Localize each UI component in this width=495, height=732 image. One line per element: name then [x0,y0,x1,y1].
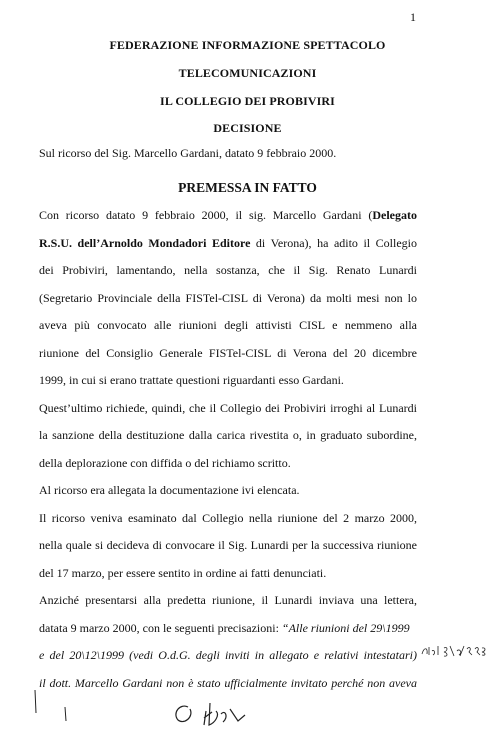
p1-line-3: dei Probiviri, lamentando, nella sostanza, che il Sig. Renato Lunardi [39,263,417,277]
p1-line-5: aveva più convocato alle riunioni degli attivisti CISL e nemmeno alla [39,318,417,332]
p4-line-3: del 17 marzo, per essere sentito in ordine ai fatti denunciati. [39,566,327,580]
p1-line-4: (Segretario Provinciale della FISTel-CISL di Verona) da molti mesi non lo [39,291,417,305]
p3-line: Al ricorso era allegata la documentazione ivi elencata. [39,483,300,497]
header-collegio: IL COLLEGIO DEI PROBIVIRI [160,94,335,108]
header-telecom: TELECOMUNICAZIONI [178,66,317,80]
section-title: PREMESSA IN FATTO [178,180,317,195]
p2-line-2: la sanzione della destituzione dalla carica rivestita o, in graduato subordine, [39,428,417,442]
p1-line-7: 1999, in cui si erano trattate questioni riguardanti esso Gardani. [39,373,344,387]
header-decisione: DECISIONE [213,121,282,135]
page-number: 1 [410,10,416,24]
handwritten-signature [20,685,320,730]
handwritten-margin-note [420,643,488,659]
p5-line-1: Anziché presentarsi alla predetta riunione, il Lunardi inviava una lettera, [39,593,417,607]
p4-line-2: nella quale si decideva di convocare il Sig. Lunardi per la successiva riunione [39,538,417,552]
p1-line-6: riunione del Consiglio Generale FISTel-CISL di Verona del 20 dicembre [39,346,417,360]
intro-line: Sul ricorso del Sig. Marcello Gardani, datato 9 febbraio 2000. [39,146,337,160]
header-federation: FEDERAZIONE INFORMAZIONE SPETTACOLO [109,38,386,52]
p2-line-3: della deplorazione con diffida o del richiamo scritto. [39,456,291,470]
p5-line-4: il dott. Marcello Gardani non è stato ufficialmente invitato perché non aveva [39,676,417,690]
p4-line-1: Il ricorso veniva esaminato dal Collegio nella riunione del 2 marzo 2000, [39,511,417,525]
p5-line-2: datata 9 marzo 2000, con le seguenti precisazioni: “Alle riunioni del 29\1999 [39,621,410,635]
p1-line-2: R.S.U. dell’Arnoldo Mondadori Editore di Verona), ha adito il Collegio [39,236,417,250]
p2-line-1: Quest’ultimo richiede, quindi, che il Collegio dei Probiviri irroghi al Lunardi [39,401,417,415]
p1-line-1: Con ricorso datato 9 febbraio 2000, il sig. Marcello Gardani (Delegato [39,208,417,222]
p5-line-3: e del 20\12\1999 (vedi O.d.G. degli inviti in allegato e relativi intestatari) [39,648,417,662]
